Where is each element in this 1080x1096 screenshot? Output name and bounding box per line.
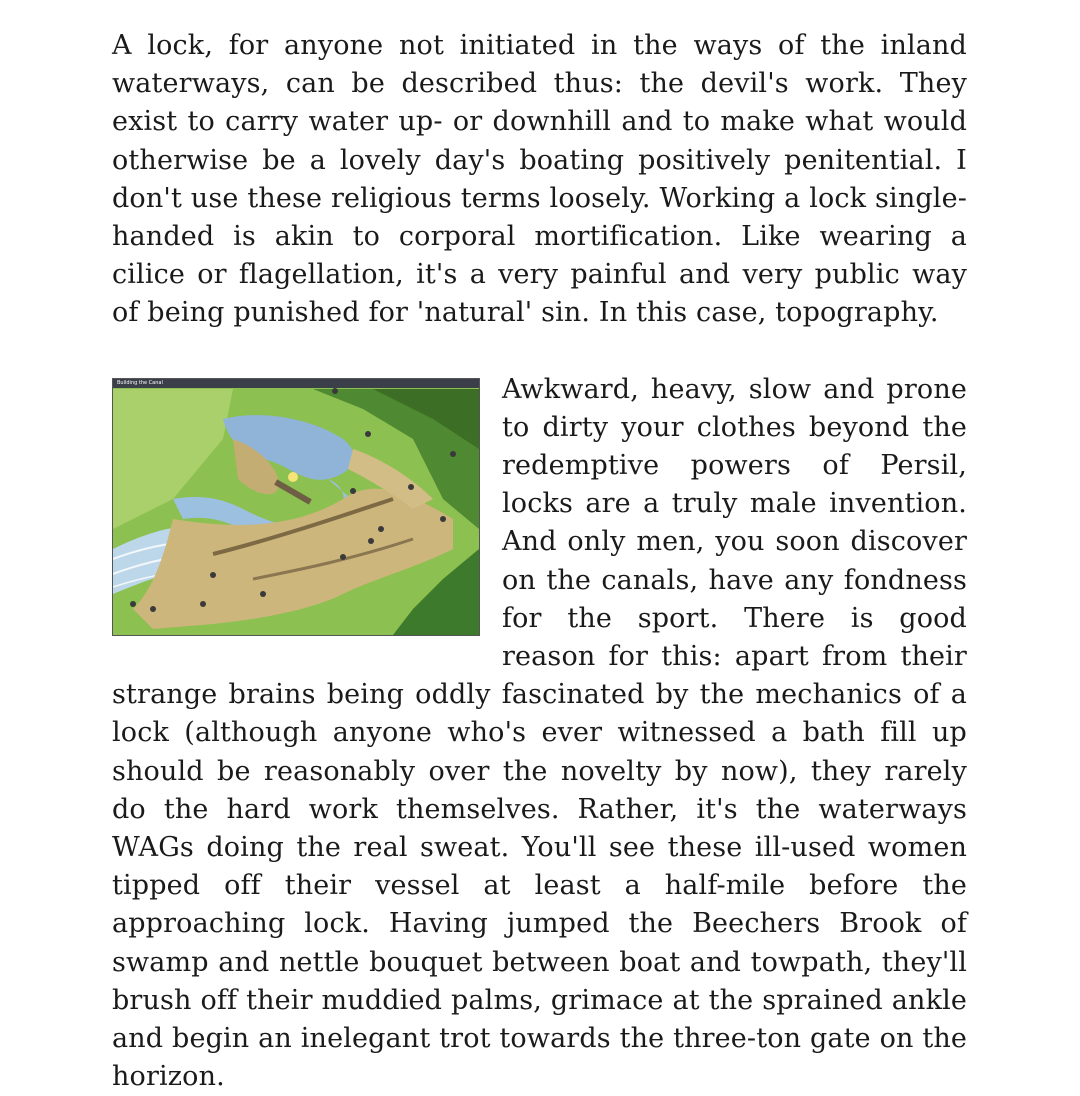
canal-illustration-image (113, 379, 479, 635)
paragraph-intro: A lock, for anyone not initiated in the ways of the inland waterways, can be described thus: the devil's work. They exist to carry water up- or downhill and to make what would otherwise be a lovely day's boating positively penitential. I don't use these religious terms loosely. Working a lock single-handed is akin to corporal mortification. Like wearing a cilice or flagellation, it's a very painful and very public way of being punished for 'natural' sin. In this case, topography. (112, 30, 967, 329)
illustration-caption: Building the Canal (113, 379, 479, 388)
canal-construction-illustration (112, 378, 480, 636)
document-page (112, 27, 967, 1096)
paragraph-locks: Awkward, heavy, slow and prone to dirty your clothes beyond the redemptive powers of Persil, locks are a truly male invention. And only men, you soon discover on the canals, have any fondness for the sport. There is good reason for this: apart from their strange brains being oddly fascinated by the mechanics of a lock (although anyone who's ever witnessed a bath fill up should be reasonably over the novelty by now), they rarely do the hard work themselves. Rather, it's the waterways WAGs doing the real sweat. You'll see these ill-used women tipped off their vessel at least a half-mile before the approaching lock. Having jumped the Beechers Brook of swamp and nettle bouquet between boat and towpath, they'll brush off their muddied palms, grimace at the sprained ankle and begin an inelegant trot towards the three-ton gate on the horizon. (112, 373, 967, 1093)
